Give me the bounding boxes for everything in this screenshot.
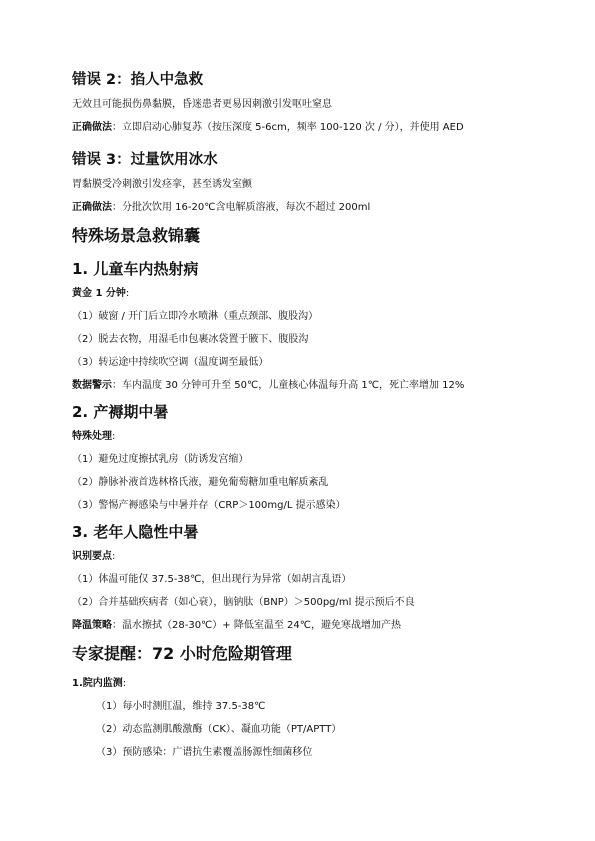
- document-body: [72, 70, 532, 769]
- error3-heading: 错误 3：过量饮用冰水: [72, 152, 218, 168]
- error3-fix-text: ：分批次饮用 16-20℃含电解质溶液，每次不超过 200ml: [112, 202, 371, 213]
- error3-fix-label: 正确做法: [72, 202, 112, 213]
- error2-description: 无效且可能损伤鼻黏膜，昏迷患者更易因刺激引发呕吐窒息: [72, 99, 332, 110]
- data-warning-text: ：车内温度 30 分钟可升至 50℃，儿童核心体温每升高 1℃，死亡率增加 12%: [112, 380, 465, 391]
- list-item: （2）动态监测肌酸激酶（CK）、凝血功能（PT/APTT）: [96, 724, 342, 735]
- list-item: （3）转运途中持续吹空调（温度调至最低）: [72, 357, 269, 368]
- error2-fix-text: ：立即启动心肺复苏（按压深度 5-6cm，频率 100-120 次 / 分），并使用 AED: [112, 122, 464, 133]
- identification-label: 识别要点:: [72, 551, 116, 562]
- error2-fix-label: 正确做法: [72, 122, 112, 133]
- child-heatstroke-heading: 1. 儿童车内热射病: [72, 260, 199, 278]
- list-item: （3）预防感染：广谱抗生素覆盖肠源性细菌移位: [96, 747, 313, 758]
- golden-minute-label: 黄金 1 分钟:: [72, 288, 130, 299]
- cooling-strategy-text: ：温水擦拭（28-30℃）+ 降低室温至 24℃，避免寒战增加产热: [112, 620, 401, 631]
- list-item: （2）脱去衣物，用湿毛巾包裹冰袋置于腋下、腹股沟: [72, 334, 309, 345]
- cooling-strategy-label: 降温策略: [72, 620, 112, 631]
- error3-correct-method: [72, 201, 532, 215]
- data-warning-label: 数据警示: [72, 380, 112, 391]
- special-treatment-label: 特殊处理:: [72, 431, 116, 442]
- expert-reminder-heading: 专家提醒：72 小时危险期管理: [72, 644, 292, 663]
- list-item: （1）避免过度擦拭乳房（防诱发宫缩）: [72, 454, 249, 465]
- hospital-monitoring-label: 1.院内监测:: [72, 678, 127, 689]
- list-item: （1）破窗 / 开门后立即冷水喷淋（重点颈部、腹股沟）: [72, 311, 319, 322]
- error2-correct-method: [72, 121, 532, 135]
- error3-description: 胃黏膜受冷刺激引发痉挛，甚至诱发室颤: [72, 179, 252, 190]
- special-section-heading: 特殊场景急救锦囊: [72, 226, 201, 245]
- list-item: （1）体温可能仅 37.5-38℃，但出现行为异常（如胡言乱语）: [72, 574, 352, 585]
- list-item: （2）合并基础疾病者（如心衰），脑钠肽（BNP）＞500pg/ml 提示预后不良: [72, 597, 415, 608]
- elderly-heading: 3. 老年人隐性中暑: [72, 523, 199, 541]
- list-item: （2）静脉补液首选林格氏液，避免葡萄糖加重电解质紊乱: [72, 477, 329, 488]
- list-item: （1）每小时测肛温，维持 37.5-38℃: [96, 701, 266, 712]
- data-warning: [72, 379, 532, 393]
- cooling-strategy: [72, 619, 532, 633]
- error2-heading: 错误 2：掐人中急救: [72, 72, 204, 88]
- postpartum-heading: 2. 产褥期中暑: [72, 403, 169, 421]
- list-item: （3）警惕产褥感染与中暑并存（CRP＞100mg/L 提示感染）: [72, 500, 346, 511]
